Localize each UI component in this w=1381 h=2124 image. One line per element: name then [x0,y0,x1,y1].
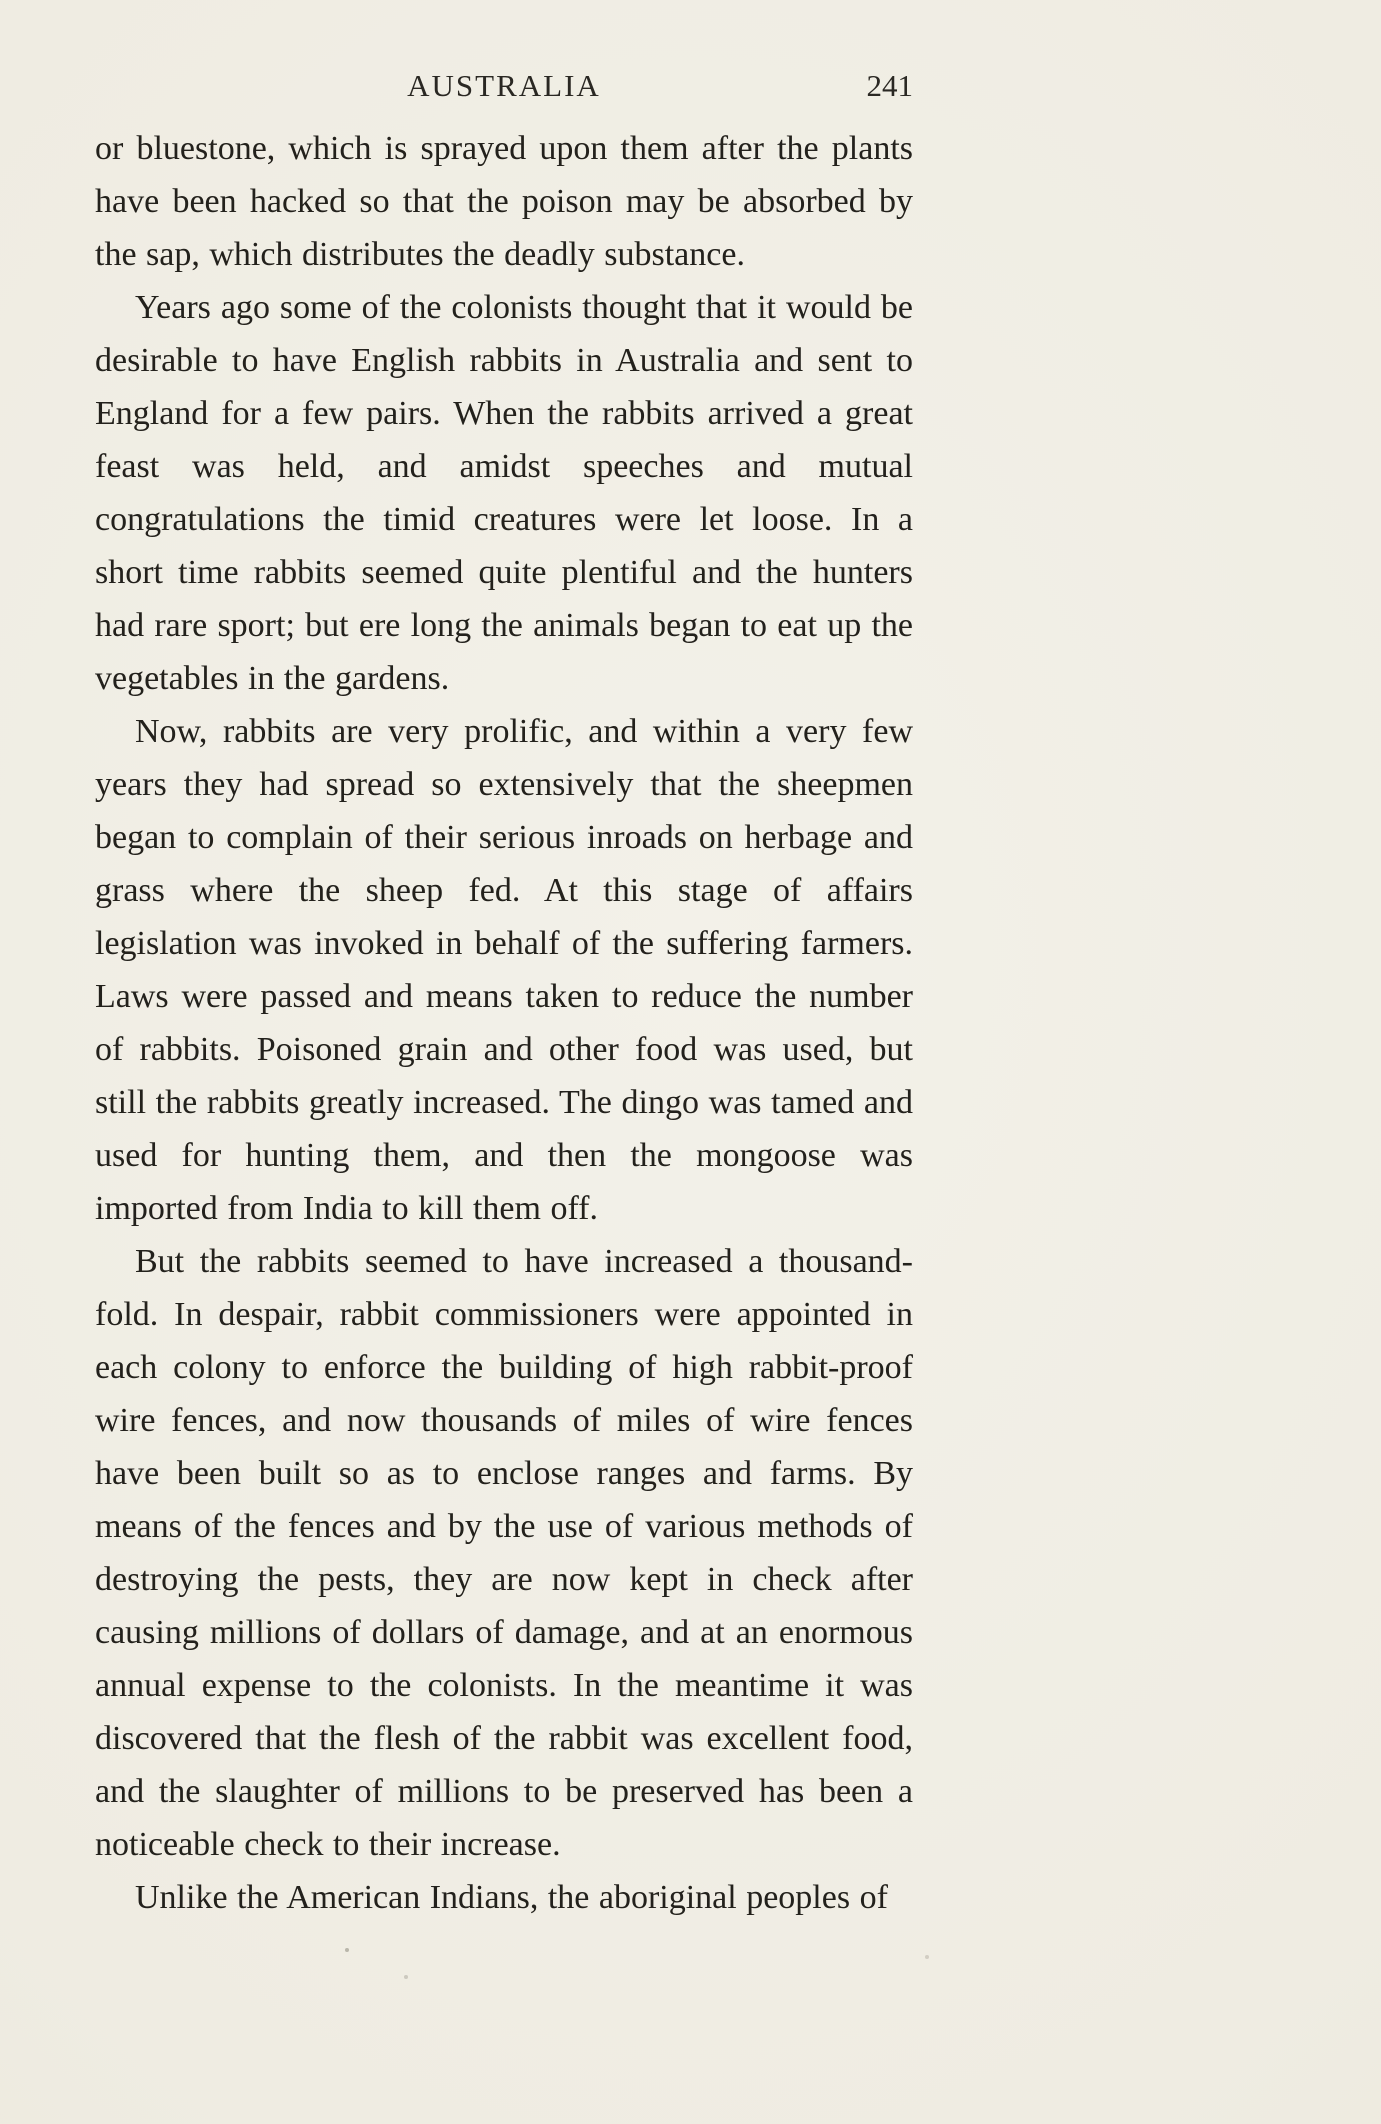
page-body [95,122,913,1924]
paragraph: Years ago some of the colonists thought that it would be desirable to have English rabbits in Australia and sent to England for a few pairs. When the rabbits arrived a great feast was held, and amidst speeches and mutual congratulations the timid creatures were let loose. In a short time rabbits seemed quite plentiful and the hunters had rare sport; but ere long the animals began to eat up the vegetables in the gardens. [95,289,913,697]
page-number: 241 [866,68,913,103]
paragraph: Unlike the American Indians, the aboriginal peoples of [135,1879,888,1916]
paragraph: or bluestone, which is sprayed upon them after the plants have been hacked so that the poison may be absorbed by the sap, which distributes the deadly substance. [95,130,913,273]
scan-speck [404,1975,408,1979]
paragraph: Now, rabbits are very prolific, and within a very few years they had spread so extensively that the sheepmen began to complain of their serious inroads on herbage and grass where the sheep fed. At this stage of affairs legislation was invoked in behalf of the suffering farmers. Laws were passed and means taken to reduce the number of rabbits. Poisoned grain and other food was used, but still the rabbits greatly increased. The dingo was tamed and used for hunting them, and then the mongoose was imported from India to kill them off. [95,713,913,1227]
running-title: AUSTRALIA [407,68,601,103]
scan-speck [345,1948,349,1952]
scan-speck [925,1955,929,1959]
paragraph: But the rabbits seemed to have increased a thousand-fold. In despair, rabbit commissioners were appointed in each colony to enforce the building of high rabbit-proof wire fences, and now thousands of miles of wire fences have been built so as to enclose ranges and farms. By means of the fences and by the use of various methods of destroying the pests, they are now kept in check after causing millions of dollars of damage, and at an enormous annual expense to the colonists. In the meantime it was discovered that the flesh of the rabbit was excellent food, and the slaughter of millions to be preserved has been a noticeable check to their increase. [95,1243,913,1863]
page-header [95,68,913,110]
